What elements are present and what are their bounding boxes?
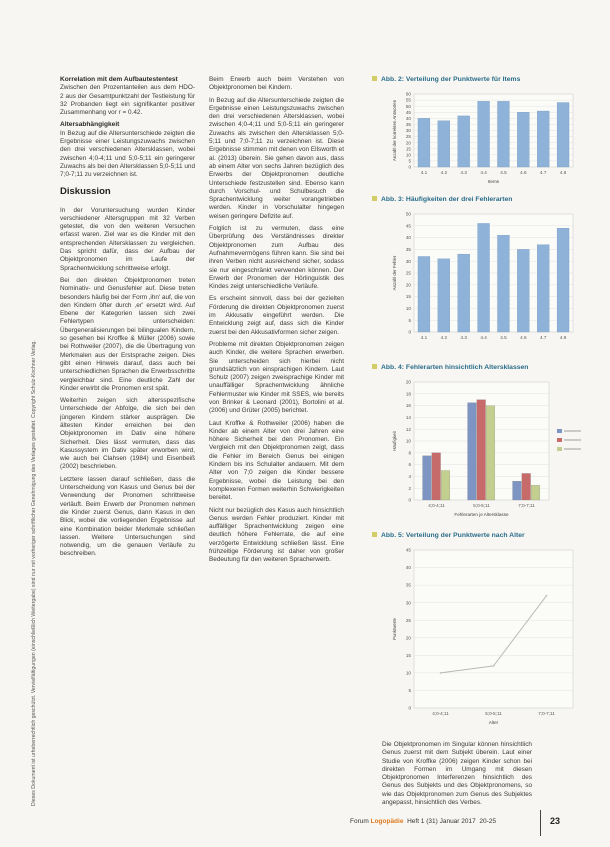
y-tick-label: 5 (408, 317, 411, 323)
y-tick-label: 16 (405, 403, 411, 409)
y-tick-label: 50 (405, 211, 411, 217)
paragraph: In Bezug auf die Altersunterschiede zeigten die Ergebnisse einen Leistungszuwachs zwischen den drei verschiedenen Altersklassen, wobei zwischen 4;0-4;11 und 5;0-5;11 ein geringerer Zuwachs als zwischen den Altersklassen 5;0-5;11 und 7;0-7;11 zu verzeichnen ist. Diese Ergebnisse stimmen mit denen von Ellsworth et al. (2013) überein. Sie gehen davon aus, dass ab einem Alter von sechs Jahren bezüglich des Erwerbs der Objektpronomen deutliche Unterschiede festzustellen sind. Ebenso kann durch Vorschul- und Schulbesuch die Sprachentwicklung weiter vorangetrieben werden. Kinder in Vorschulalter hingegen weisen geringere Defizite auf. (209, 96, 344, 220)
y-tick-label: 14 (405, 415, 411, 420)
x-tick-label: 4.4 (480, 335, 487, 340)
bar (441, 471, 450, 501)
y-tick-label: 10 (405, 152, 411, 158)
line-chart-age (372, 542, 587, 732)
y-tick-label: 4 (408, 474, 411, 479)
journal-issue: Heft 1 (31) Januar 2017 (407, 818, 476, 825)
y-tick-label: 60 (405, 91, 411, 97)
x-tick-label: 7;0-7;11 (538, 711, 555, 716)
x-tick-label: 4.6 (520, 335, 527, 340)
y-tick-label: 20 (405, 140, 411, 146)
paragraph-age: In Bezug auf die Altersunterschiede zeigten die Ergebnisse einer Leistungszuwachs zwischen den drei verschiedenen Altersklassen, wobei zwischen 4;0-4;11 und 5;0-5;11 ein geringerer Zuwachs als bei den Altersklassen 5;0-5;11 und 7;0-7;11 zu verzeichnen ist. (60, 129, 195, 179)
legend-swatch (557, 438, 562, 442)
bar (477, 400, 486, 500)
bar (438, 259, 450, 332)
y-tick-label: 55 (405, 97, 411, 103)
y-tick-label: 2 (408, 485, 411, 491)
x-tick-label: 4.8 (559, 170, 567, 175)
figure-3-title: Abb. 3: Häufigkeiten der drei Fehlerarten (372, 196, 512, 203)
bar (458, 254, 470, 332)
legend-swatch (557, 429, 562, 433)
y-tick-label: 40 (405, 235, 411, 241)
bar (557, 228, 569, 332)
text-column-3 (382, 741, 532, 807)
bar-chart-error-types (372, 206, 587, 356)
figure-5-title: Abb. 5: Verteilung der Punktwerte nach Alter (372, 532, 525, 539)
y-tick-label: 6 (408, 462, 411, 468)
text-column-1 (60, 76, 195, 563)
bar (497, 101, 509, 167)
y-axis-label: Häufigkeit (392, 431, 397, 451)
y-tick-label: 0 (408, 497, 411, 503)
journal-pages: 20-25 (479, 818, 496, 825)
y-tick-label: 30 (405, 258, 411, 264)
y-tick-label: 0 (408, 705, 411, 711)
bar (468, 403, 477, 500)
y-tick-label: 50 (405, 103, 411, 109)
bar (531, 485, 540, 500)
y-tick-label: 5 (408, 688, 411, 694)
page-number: 23 (550, 816, 561, 826)
text-column-2 (209, 76, 344, 569)
x-tick-label: 4.2 (440, 170, 448, 175)
heading-discussion: Diskussion (60, 185, 111, 197)
paragraph: Es erscheint sinnvoll, dass bei der gezielten Förderung die direkten Objektpronomen zuerst im Akkusativ eingeführt werden. Die Entwicklung zeigt auf, dass sich die Kinder zuerst bei den Akkusativformen sicher zeigen. (209, 295, 344, 336)
y-tick-label: 40 (405, 115, 411, 121)
y-axis-label: Anzahl der Fehler (392, 255, 397, 291)
footer-divider (540, 810, 541, 836)
y-axis-label: Anzahl der korrekten Antworten (392, 99, 397, 162)
paragraph: Die Objektpronomen im Singular können hinsichtlich Genus zuerst mit dem Subjekt überein. Laut einer Studie von Kroffke (2006) zeigen Kinder schon bei direkten Formen im Umgang mit diesen Objektpronomen Interferenzen hinsichtlich des Genus des Subjekts und des Objektpronomens, so wie das Objektpronomen zum Genus des Subjektes angepasst, hinsichtlich des Verbes. (382, 741, 532, 807)
y-tick-label: 25 (405, 134, 411, 140)
x-tick-label: 4.4 (480, 170, 487, 175)
figure-4-title: Abb. 4: Fehlerarten hinsichtlich Altersklassen (372, 364, 528, 371)
y-tick-label: 40 (405, 565, 411, 571)
x-tick-label: 4.3 (460, 170, 467, 175)
y-tick-label: 10 (405, 306, 411, 311)
bar (418, 256, 430, 332)
data-point (546, 595, 548, 597)
bar (522, 473, 531, 500)
data-point (440, 672, 442, 674)
y-tick-label: 30 (405, 600, 411, 606)
bar (486, 406, 495, 500)
square-bullet-icon (372, 196, 377, 201)
bar (517, 112, 529, 167)
square-bullet-icon (372, 532, 377, 537)
paragraph: Laut Kroffke & Rothweiler (2006) haben die Kinder ab einem Alter von drei Jahren eine höhere Sicherheit bei den Pronomen. Ein Vergleich mit den Objektpronomen zeigt, dass die Fehler im Bereich Genus bei einigen Kindern bis ins Schulalter andauern. Mit dem Alter von 7;0 zeigen die Kinder bessere Ergebnisse, wobei die Leistung bei den komplexeren Formen weiterhin Schwierigkeiten bereitet. (209, 419, 344, 502)
paragraph: Nicht nur bezüglich des Kasus auch hinsichtlich Genus werden Fehler produziert. Kinder mit auffälliger Sprachentwicklung zeigen eine deutlich höhere Fehlerrate, die auf eine verzögerte Entwicklung schließen lässt. Eine frühzeitige Förderung ist daher von großer Bedeutung für den weiteren Spracherwerb. (209, 506, 344, 564)
y-tick-label: 5 (408, 158, 411, 164)
x-tick-label: 5;0-5;11 (473, 503, 490, 508)
y-tick-label: 15 (405, 652, 411, 658)
bar (517, 249, 529, 332)
y-tick-label: 8 (408, 450, 411, 456)
journal-prefix: Forum (350, 818, 369, 825)
y-tick-label: 45 (405, 109, 411, 115)
x-tick-label: 4.3 (460, 335, 467, 340)
bar (478, 101, 490, 167)
x-tick-label: 4;0-4;11 (432, 711, 449, 716)
figure-5 (372, 542, 587, 732)
figure-2 (372, 86, 587, 191)
y-tick-label: 35 (405, 122, 411, 128)
bar (438, 121, 450, 167)
paragraph: Letztere lassen darauf schließen, dass die Unterscheidung von Kasus und Genus bei der Verwendung der Pronomen schrittweise verläuft. Beim Erwerb der Pronomen nehmen die Kinder zuerst Genus, dann Kasus in den Blick, wobei die vorliegenden Ergebnisse auf eine Kombination beider Merkmale schließen lassen. Weitere Untersuchungen sind notwendig, um die genauen Verläufe zu beschreiben. (60, 475, 195, 558)
figure-3 (372, 206, 587, 356)
paragraph: Weiterhin zeigen sich altersspezifische Unterschiede der Abfolge, die sich bei den jüngeren Kindern stärker ausprägen. Die ältesten Kinder erreichen bei den Objektpronomen im Dativ eine höhere Sicherheit. Dies lässt vermuten, dass das Kasussystem im Dativ später erworben wird, wie auch bei Clahsen (1984) und Eisenbeiß (2002) beschrieben. (60, 397, 195, 471)
y-tick-label: 20 (405, 379, 411, 385)
figure-2-title: Abb. 2: Verteilung der Punktwerte für Items (372, 76, 520, 83)
bar (537, 245, 549, 332)
paragraph: Beim Erwerb auch beim Verstehen von Objektpronomen bei Kindern. (209, 76, 344, 92)
page-footer (350, 816, 561, 826)
legend-swatch (557, 447, 562, 451)
heading-age: Altersabhängigkeit (60, 121, 120, 129)
paragraph: Probleme mit direkten Objektpronomen zeigen auch Kinder, die weitere Sprachen erwerben. Sie unterscheiden sich hierbei nicht grundsätzlich von einsprachigen Kindern. Laut Schulz (2007) zeigen zweisprachige Kinder mit unauffälliger Sprachentwicklung ähnliche Fehlermuster wie Kinder mit SSES, wie bereits von Brinker & Leonard (2001), Bortolini et al. (2006) und Grüter (2005) berichtet. (209, 340, 344, 415)
copyright-side-note: Dieses Dokument ist urheberrechtlich geschützt. Vervielfältigungen (einschließlich Weitergabe) sind nur mit vorheriger schriftlicher Genehmigung des Verlages gestattet. Copyright Schulz-Kirchner Verlag. (31, 340, 37, 806)
y-tick-label: 25 (405, 617, 411, 623)
x-tick-label: 4.1 (420, 170, 428, 175)
y-tick-label: 45 (405, 223, 411, 229)
bar (537, 111, 549, 167)
x-tick-label: 4.8 (559, 335, 567, 340)
paragraph: In der Voruntersuchung wurden Kinder verschiedener Altersgruppen mit 32 Verben getestet, die von den weiteren Versuchen erfasst waren. Ziel war es die Kinder mit den entsprechenden Altersklassen zu vergleichen. Das spricht dafür, dass der Aufbau der Objektpronomen im Laufe der Sprachentwicklung schrittweise erfolgt. (60, 206, 195, 272)
bar (418, 118, 430, 167)
x-tick-label: 4.6 (520, 170, 527, 175)
paragraph-correlation: Zwischen den Prozentanteilen aus dem HDO- 2 aus der Gesamtpunktzahl der Testleistung für 32 Probanden liegt ein signifikanter positiver Zusammenhang vor r = 0.42. (60, 84, 195, 117)
x-tick-label: 4.7 (539, 335, 547, 340)
grouped-bar-chart-age (372, 374, 587, 524)
plot-area (414, 550, 573, 708)
bar (432, 453, 441, 500)
bar (513, 481, 522, 500)
figure-4 (372, 374, 587, 524)
y-tick-label: 15 (405, 146, 411, 152)
x-tick-label: 7;0-7;11 (518, 503, 535, 508)
x-tick-label: 4.5 (500, 170, 507, 175)
y-axis-label: Punktwerte (392, 618, 397, 640)
x-axis-label: Alter (488, 720, 499, 725)
paragraph: Folglich ist zu vermuten, dass eine Überprüfung des Verständnisses direkter Objektpronomen zum Aufbau des Aufnahmevermögens führen kann. Sie sind bei ihren Verben nicht ausreichend sicher, sodass sie nur eingeschränkt verwenden können. Der Erwerb der Pronomen der Hörlinguistik des Kindes zeigt unterschiedliche Verläufe. (209, 225, 344, 291)
x-axis-label: Items (487, 179, 500, 184)
square-bullet-icon (372, 364, 377, 369)
y-tick-label: 45 (405, 547, 411, 553)
paragraph: Bei den direkten Objektpronomen treten Nominativ- und Genusfehler auf. Diese treten besonders häufig bei der Form ‚ihn' auf, die von den Kindern öfter durch ‚er' ersetzt wird. Auf Ebene der Kategorien lassen sich zwei Fehlertypen unterscheiden: Übergeneralisierungen bei bilingualen Kindern, so gesehen bei Kroffke & Müller (2006) sowie bei Rothweiler (2007), die die Übertragung von Merkmalen aus der Erstsprache zeigen. Dies gibt einen Hinweis darauf, dass auch bei unterschiedlichen Sprachen die Erwerbsschritte vergleichbar sind. Eine deutliche Zahl der Kinder erwirbt die Pronomen erst spät. (60, 276, 195, 392)
y-tick-label: 30 (405, 128, 411, 134)
y-tick-label: 20 (405, 635, 411, 641)
bar (458, 116, 470, 167)
x-tick-label: 5;0-5;11 (485, 711, 502, 716)
x-axis-label: Fehlerarten je Altersklasse (454, 512, 509, 517)
y-tick-label: 25 (405, 270, 411, 276)
y-tick-label: 12 (405, 426, 411, 432)
square-bullet-icon (372, 76, 377, 81)
y-tick-label: 35 (405, 247, 411, 252)
bar (557, 103, 569, 167)
y-tick-label: 18 (405, 391, 411, 397)
x-tick-label: 4.7 (539, 170, 547, 175)
y-tick-label: 10 (405, 670, 411, 676)
x-tick-label: 4.1 (420, 335, 428, 340)
y-tick-label: 0 (408, 164, 411, 170)
y-tick-label: 15 (405, 294, 411, 300)
journal-brand: Logopädie (370, 818, 404, 825)
bar (497, 235, 509, 332)
y-tick-label: 35 (405, 582, 411, 588)
y-tick-label: 0 (408, 329, 411, 335)
y-tick-label: 10 (405, 438, 411, 444)
x-tick-label: 4.5 (500, 335, 507, 340)
heading-correlation: Korrelation mit dem Aufbautestentest (60, 76, 178, 83)
data-point (493, 665, 495, 667)
y-tick-label: 20 (405, 282, 411, 288)
bar (423, 456, 432, 500)
x-tick-label: 4.2 (440, 335, 448, 340)
x-tick-label: 4;0-4;11 (428, 503, 445, 508)
bar-chart-items (372, 86, 587, 191)
bar (478, 223, 490, 332)
